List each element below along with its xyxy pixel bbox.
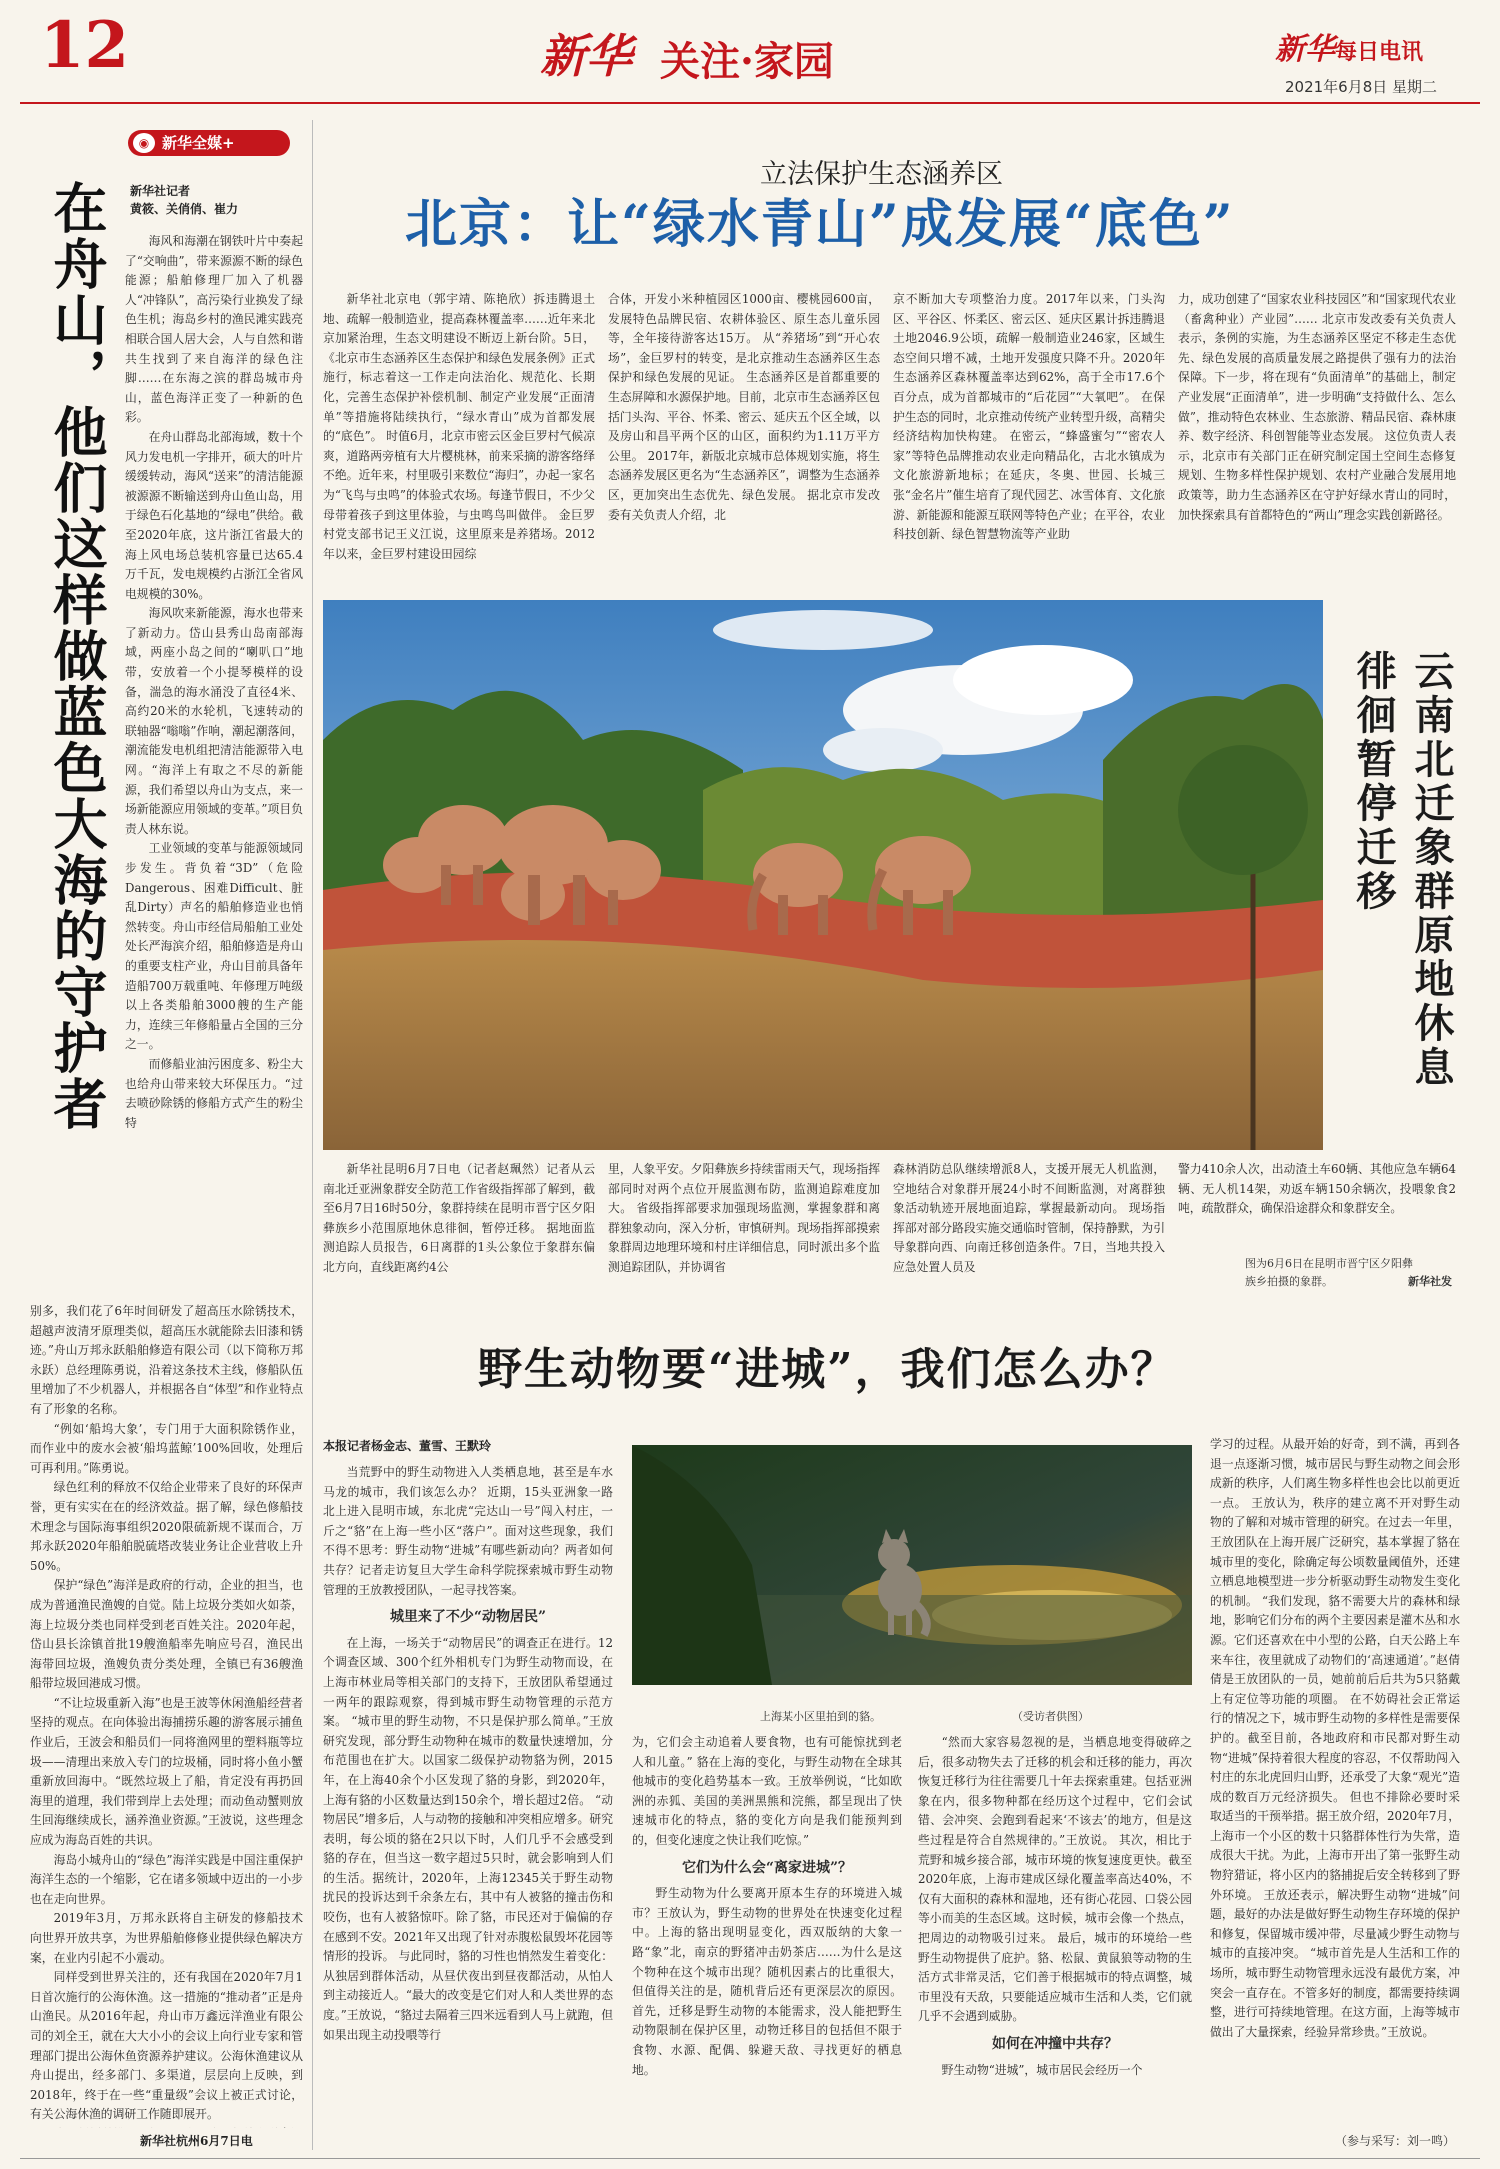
bj-headline: 北京：让“绿水青山”成发展“底色”: [405, 194, 1235, 255]
masthead-rule: [20, 102, 1480, 104]
bj-kicker: 立法保护生态涵养区: [760, 159, 1003, 190]
elephant-photo: [323, 600, 1323, 1150]
raccoon-dog-photo-art: [632, 1445, 1192, 1685]
left-column-divider: [312, 120, 313, 2150]
wl-source-note: （参与采写：刘一鸣）: [1335, 2134, 1456, 2148]
bj-col-3: 京不断加大专项整治力度。2017年以来，门头沟区、平谷区、怀柔区、密云区、延庆区累计拆违腾退土地2046.9公顷，疏解一般制造业246家，区域生态空间只增不减，土地开发强度只降不升。2020年生态涵养区森林覆盖率达到62%，高于全市17.6个百分点，成为首都城市的“后花园”“大氧吧”。 在保护生态的同时，北京推动传统产业转型升级，高精尖经济结构加快构建。 在密云，“蜂盛蜜匀”“密农人家”等特色品牌推动农业走向精品化，古北水镇成为文化旅游新地标；在延庆，冬奥、世园、长城三张“金名片”催生培育了现代园艺、冰雪体育、文化旅游、新能源和能源互联网等特色产业；在平谷，农业科技创新、绿色智慧物流等产业助: [893, 292, 1165, 542]
yn-col-4: 警力410余人次，出动渣土车60辆、其他应急车辆64辆、无人机14架，劝返车辆150余辆次，投喂象食2吨，疏散群众，确保沿途群众和象群安全。: [1178, 1162, 1456, 1216]
zs-para: 海风和海潮在钢铁叶片中奏起了“交响曲”，带来源源不断的绿色能源；船舶修理厂加入了机器人“冲锋队”，高污染行业换发了绿色生机；海岛乡村的渔民滩实践亮相联合国人居大会，人与自然和谐共生找到了来自海洋的绿色注脚……在东海之滨的群岛城市舟山，蓝色海洋正变了一种新的色彩。: [125, 234, 303, 425]
wl-subhead-1: 城里来了不少“动物居民”: [389, 1609, 547, 1626]
zs-para: [30, 2125, 303, 2128]
zs-byline-label: 新华社记者: [130, 184, 191, 198]
wl-headline: 野生动物要“进城”，我们怎么办？: [478, 1344, 1177, 1395]
zs-body-narrow: [125, 232, 303, 1297]
yn-col-2: 里，人象平安。夕阳彝族乡持续雷雨天气，现场指挥部同时对两个点位开展监测布防，监测追踪难度加大。 省级指挥部要求加强现场监测，掌握象群和离群独象动向，深入分析，审慎研判。现场指挥部摸索象群周边地理环境和村庄详细信息，同时派出多个监测追踪团队，并协调省: [608, 1162, 880, 1274]
zs-para: 海岛小城舟山的“绿色”海洋实践是中国注重保护海洋生态的一个缩影，它在诸多领域中迈出的一小步也在走向世界。: [30, 1852, 303, 1906]
zs-para: 而修船业油污困度多、粉尘大也给舟山带来较大环保压力。“过去喷砂除锈的修船方式产生的粉尘特: [125, 1056, 303, 1130]
yn-photo-caption: 图为6月6日在昆明市晋宁区夕阳彝族乡拍摄的象群。: [1245, 1257, 1413, 1288]
wl-subhead-2: 它们为什么会“离家进城”？: [681, 1859, 853, 1876]
wl-para: 野生动物“进城”，城市居民会经历一个: [941, 2062, 1143, 2077]
media-badge: [128, 130, 290, 156]
wl-photo-caption: 上海某小区里拍到的貉。: [760, 1710, 881, 1723]
zs-para: “例如‘船坞大象’，专门用于大面积除锈作业，而作业中的废水会被‘船坞蓝鲸’100%回收，处理后可再利用。”陈勇说。: [30, 1421, 303, 1475]
elephant-photo-art: [323, 600, 1323, 1150]
wl-photo-credit: （受访者供图）: [1012, 1710, 1089, 1723]
wl-para: “然而大家容易忽视的是，当栖息地变得破碎之后，很多动物失去了迁移的机会和迁移的能力，再次恢复迁移行为往往需要几十年去探索重建。包括亚洲象在内，很多物种都在经历这个过程中，它们会试错、会冲突、会跑到看起来‘不该去’的地方，但是这些过程是符合自然规律的。”王放说。 其次，相比于荒野和城乡接合部，城市环境的恢复速度更快。截至2020年底，上海市建成区绿化覆盖率高达40%，不仅有大面积的森林和湿地，还有街心花园、口袋公园等小而美的生态区域。这时候，城市会像一个热点，把周边的动物吸引过来。 最后，城市的环境给一些野生动物提供了庇护。貉、松鼠、黄鼠狼等动物的生活方式非常灵活，它们善于根据城市的特点调整，城市里没有天敌，只要能适应城市生活和人类，它们就几乎不会遇到威胁。: [918, 1735, 1192, 2024]
paper-logo-brand: 新华: [1275, 32, 1335, 67]
wl-para: 为，它们会主动追着人要食物，也有可能惊扰到老人和儿童。” 貉在上海的变化，与野生动物在全球其他城市的变化趋势基本一致。王放举例说，“比如欧洲的赤狐、美国的美洲黑熊和浣熊，都呈现出了快速城市化的特点，貉的变化方向是我们能预判到的，但变化速度之快让我们吃惊。”: [632, 1735, 902, 1847]
wl-subhead-3: 如何在冲撞中共存？: [992, 2035, 1118, 2052]
wl-col-1: [323, 1463, 613, 2133]
brand-logo: 新华: [540, 29, 632, 83]
bj-col-4: 力，成功创建了“国家农业科技园区”和“国家现代农业（畜禽种业）产业园”…… 北京市发改委有关负责人表示，条例的实施，为生态涵养区坚定不移走生态优先、绿色发展的高质量发展之路提供了强有力的法治保障。下一步，将在现有“负面清单”的基础上，制定产业发展“正面清单”，进一步明确“支持做什么、怎么做”，推动特色农林业、生态旅游、精品民宿、森林康养、数字经济、科创智能等业态发展。 这位负责人表示，北京市有关部门正在研究制定国土空间生态修复规划、生物多样性保护规划、农村产业融合发展用地政策等，助力生态涵养区在守护好绿水青山的同时，加快探索具有首都特色的“两山”理念实践创新路径。: [1178, 292, 1456, 522]
zs-para: 别多，我们花了6年时间研发了超高压水除锈技术，超越声波清牙原理类似，超高压水就能除去旧漆和锈迹。”舟山万邦永跃船舶修造有限公司（以下简称万邦永跃）总经理陈勇说，沿着这条技术主线，修船队伍里增加了不少机器人，并根据各自“体型”和作业特点有了形象的名称。: [30, 1304, 303, 1416]
zs-para: 海风吹来新能源，海水也带来了新动力。岱山县秀山岛南部海域，两座小岛之间的“喇叭口”地带，安放着一个小提琴模样的设备，湍急的海水涌没了直径4米、高约20米的水轮机，飞速转动的联轴器“嗡嗡”作响，潮起潮落间，潮流能发电机组把清洁能源带入电网。“海洋上有取之不尽的新能源，我们希望以舟山为支点，来一场新能源应用领域的变革。”项目负责人林东说。: [125, 606, 303, 836]
wl-para: 学习的过程。从最开始的好奇，到不满，再到各退一点逐渐习惯，城市居民与野生动物之间会形成新的秩序，人们离生物多样性也会比以前更近一点。 王放认为，秩序的建立离不开对野生动物的了解和对城市管理的研究。在过去一年里，王放团队在上海开展广泛研究，基本掌握了貉在城市里的变化，除确定每公顷数量阈值外，还建立栖息地模型进一步分析驱动野生动物发生变化的机制。 “我们发现，貉不需要大片的森林和绿地，影响它们分布的两个主要因素是灌木丛和水源。它们还喜欢在中小型的公路，白天公路上车来车往，夜里就成了动物们的‘高速通道’。”赵倩倩是王放团队的一员，她前前后后共为5只貉戴上有定位等功能的项圈。 在不妨碍社会正常运行的情况之下，城市野生动物的多样性是需要保护的。截至目前，各地政府和市民都对野生动物“进城”保持着很大程度的容忍，不仅帮助闯入村庄的东北虎回归山野，还承受了大象“观光”造成的数百万元经济损失。 但也不排除必要时采取适当的干预举措。据王放介绍，2020年7月，上海市一个小区的数十只貉群体性行为失常，造成很大干扰。为此，上海市开出了第一张野生动物狩猎证，将小区内的貉捕捉后安全转移到了野外环境。 王放还表示，解决野生动物“进城”问题，最好的办法是做好野生动物生存环境的保护和修复，保留城市缓冲带，尽量减少野生动物与城市的直接冲突。 “城市首先是人生活和工作的场所，城市野生动物管理永远没有最优方案，冲突会一直存在。不管多好的制度，都需要持续调整，进行可持续地管理。在这方面，上海等城市做出了大量探索，经验异常珍贵。”王放说。: [1210, 1437, 1460, 2039]
wl-col-3: [918, 1733, 1192, 2133]
bj-col-2: 合体，开发小米种植园区1000亩、樱桃园600亩，发展特色品牌民宿、农耕体验区、原生态儿童乐园等，全年接待游客达15万。 从“养猪场”到“开心农场”，金巨罗村的转变，是北京推动生态涵养区生态保护和绿色发展的见证。 生态涵养区是首都重要的生态屏障和水源保护地。目前，北京市生态涵养区包括门头沟、平谷、怀柔、密云、延庆五个区全域，以及房山和昌平两个区的山区，面积约为1.11万平方公里。 2017年，新版北京城市总体规划实施，将生态涵养发展区更名为“生态涵养区”，调整为生态涵养区，更加突出生态优先、绿色发展。 据北京市发改委有关负责人介绍，北: [608, 292, 880, 522]
zs-para: 2019年3月，万邦永跃将自主研发的修船技术向世界开放共享，为世界船舶修修业提供绿色解决方案，在业内引起不小震动。: [30, 1911, 303, 1965]
wl-para: 当荒野中的野生动物进入人类栖息地，甚至是车水马龙的城市，我们该怎么办？ 近期，15头亚洲象一路北上进入昆明市域，东北虎“完达山一号”闯入村庄，一斤之“貉”在上海一些小区“落户”。面对这些现象，我们不得不思考：野生动物“进城”有哪些新动向？两者如何共存？记者走访复旦大学生命科学院探索城市野生动物管理的王放教授团队，一起寻找答案。: [323, 1465, 613, 1597]
wl-col-2: [632, 1733, 902, 2133]
wl-para: 在上海，一场关于“动物居民”的调查正在进行。12个调查区域、300个红外相机专门为野生动物而设，在上海市林业局等相关部门的支持下，王放团队希望通过一两年的跟踪观察，得到城市野生动物管理的示范方案。 “城市里的野生动物，不只是保护那么简单。”王放研究发现，部分野生动物种在城市的数量快速增加，分布范围也在扩大。以国家二级保护动物貉为例，2015年，在上海40余个小区发现了貉的身影，到2020年，上海有貉的小区数量达到150余个，增长超过2倍。 “动物居民”增多后，人与动物的接触和冲突相应增多。研究表明，每公顷的貉在2只以下时，人们几乎不会感受到貉的存在，但当这一数字超过5只时，就会影响到人们的生活。据统计，2020年，上海12345关于野生动物扰民的投诉达到千余条左右，其中有人被貉的撞击伤和咬伤，也有人被貉惊吓。除了貉，市民还对于偏偏的存在感到不安。2021年又出现了针对赤腹松鼠毁坏花园等情形的投诉。 与此同时，貉的习性也悄然发生着变化：从独居到群体活动，从昼伏夜出到昼夜都活动，从怕人到主动接近人。“最大的改变是它们对人和人类世界的态度。”王放说，“貉过去隔着三四米远看到人马上就跑，但如果出现主动投喂等行: [323, 1635, 613, 2042]
yn-col-1: 新华社昆明6月7日电（记者赵珮然）记者从云南北迁亚洲象群安全防范工作省级指挥部了解到，截至6月7日16时50分，象群持续在昆明市晋宁区夕阳彝族乡小范围原地休息徘徊，暂停迁移。 据地面监测追踪人员报告，6日离群的1头公象位于象群东偏北方向，直线距离约4公: [323, 1162, 595, 1274]
bottom-rule: [20, 2158, 1480, 2159]
zs-para: 工业领域的变革与能源领域同步发生。背负着“3D”（危险Dangerous、困难Difficult、脏乱Dirty）声名的船舶修造业也悄然转变。舟山市经信局船舶工业处处长严海滨介绍，船舶修造是舟山的重要支柱产业，舟山目前具备年造船700万载重吨、年修理万吨级以上各类船舶3000艘的生产能力，连续三年修船量占全国的三分之一。: [125, 841, 303, 1052]
issue-date: 2021年6月8日 星期二: [1285, 78, 1438, 96]
raccoon-dog-photo: [632, 1445, 1192, 1685]
wl-byline: 本报记者杨金志、董雪、王默玲: [323, 1439, 492, 1453]
zs-para: 绿色红利的释放不仅给企业带来了良好的环保声誉，更有实实在在的经济效益。据了解，绿色修船技术理念与国际海事组织2020限硫新规不谋而合，万邦永跃2020年船舶脱硫塔改装业务让企业营收上升50%。: [30, 1480, 303, 1573]
yn-photo-credit: 新华社发: [1408, 1275, 1452, 1288]
zs-body-wide: [30, 1302, 303, 2128]
zs-para: 同样受到世界关注的，还有我国在2020年7月1日首次施行的公海休渔。这一措施的“推动者”正是舟山渔民。从2016年起，舟山市万鑫远洋渔业有限公司的刘全王，就在大大小小的会议上向行业专家和管理部门提出公海休鱼资源养护建议。公海休渔建议从舟山提出，经多部门、多渠道，层层向上反映，到2018年，终于在一些“重量级”会议上被正式讨论，有关公海休渔的调研工作随即展开。: [30, 1970, 303, 2122]
page-number: 12: [40, 8, 130, 83]
paper-logo: [1275, 32, 1424, 67]
zs-dateline: 新华社杭州6月7日电: [140, 2134, 253, 2148]
zs-para: “不让垃圾重新入海”也是王波等休闲渔船经营者坚持的观点。在向体验出海捕捞乐趣的游客展示捕鱼作业后，王波会和船员们一同将渔网里的塑料瓶等垃圾——清理出来放入专门的垃圾桶，同时将小鱼小蟹重新放回海中。“既然垃圾上了船，肯定没有再扔回海里的道理，我们带到岸上去处理；而动鱼动蟹则放生回海继续成长，涵养渔业资源。”王波说，这些理念应成为海岛百姓的共识。: [30, 1695, 303, 1848]
yn-headline: 云南北迁象群原地休息徘徊暂停迁移: [1350, 650, 1455, 1090]
wl-col-4: [1210, 1435, 1460, 2115]
yn-col-3: 森林消防总队继续增派8人，支援开展无人机监测，空地结合对象群开展24小时不间断监测，对离群独象活动轨迹开展地面追踪，掌握最新动向。 现场指挥部对部分路段实施交通临时管制，保持静默，为引导象群向西、向南迁移创造条件。7日，当地共投入应急处置人员及: [893, 1162, 1165, 1274]
media-badge-label: 新华全媒+: [162, 134, 235, 152]
bj-col-1: 新华社北京电（郭宇靖、陈艳欣）拆违腾退土地、疏解一般制造业，提高森林覆盖率……近年来北京加紧治理，生态文明建设不断迈上新台阶。5日，《北京市生态涵养区生态保护和绿色发展条例》正式施行，标志着这一工作走向法治化、规范化、长期化，完善生态保护补偿机制、制定产业发展“正面清单”等措施将陆续执行，“绿水青山”成为首都发展的“底色”。 时值6月，北京市密云区金巨罗村气候凉爽，道路两旁植有大片樱桃林，前来采摘的游客络绎不绝。近年来，村里吸引来数位“海归”，办起一家名为“飞鸟与虫鸣”的体验式农场。每逢节假日，不少父母带着孩子到这里体验，与虫鸣鸟叫做伴。 金巨罗村党支部书记王义江说，这里原来是养猪场。2012年以来，金巨罗村建设田园综: [323, 292, 595, 561]
zs-para: 在舟山群岛北部海域，数十个风力发电机一字排开，硕大的叶片缓缓转动，海风“送来”的清洁能源被源源不断输送到舟山鱼山岛，用于绿色石化基地的“绿电”供给。截至2020年底，这片浙江省最大的海上风电场总装机容量已达65.4万千瓦，发电规模约占浙江全省风电规模的30%。: [125, 429, 303, 601]
paper-name: 每日电讯: [1335, 39, 1424, 65]
zs-para: 保护“绿色”海洋是政府的行动，企业的担当，也成为普通渔民渔嫂的自觉。陆上垃圾分类如火如荼，海上垃圾分类也同样受到老百姓关注。2020年起，岱山县长涂镇首批19艘渔船率先响应号召，渔民出海带回垃圾，渔嫂负责分类处理，全镇已有36艘渔船带垃圾回港成习惯。: [30, 1578, 303, 1691]
section-title: 关注·家园: [660, 38, 834, 85]
broadcast-icon: ◉: [133, 133, 155, 153]
zs-headline: 在舟山，他们这样做蓝色大海的守护者: [45, 180, 109, 1132]
zs-byline-names: 黄筱、关俏俏、崔力: [130, 202, 239, 216]
wl-para: 野生动物为什么要离开原本生存的环境进入城市？王放认为，野生动物的世界处在快速变化过程中。上海的貉出现明显变化，西双版纳的大象一路“象”北，南京的野猪冲击奶茶店……为什么是这个物种在这个城市出现？随机因素占的比重很大，但值得关注的是，随机背后还有更深层次的原因。 首先，迁移是野生动物的本能需求，没人能把野生动物限制在保护区里，动物迁移目的包括但不限于食物、水源、配偶、躲避天敌、寻找更好的栖息地。: [632, 1886, 902, 2077]
